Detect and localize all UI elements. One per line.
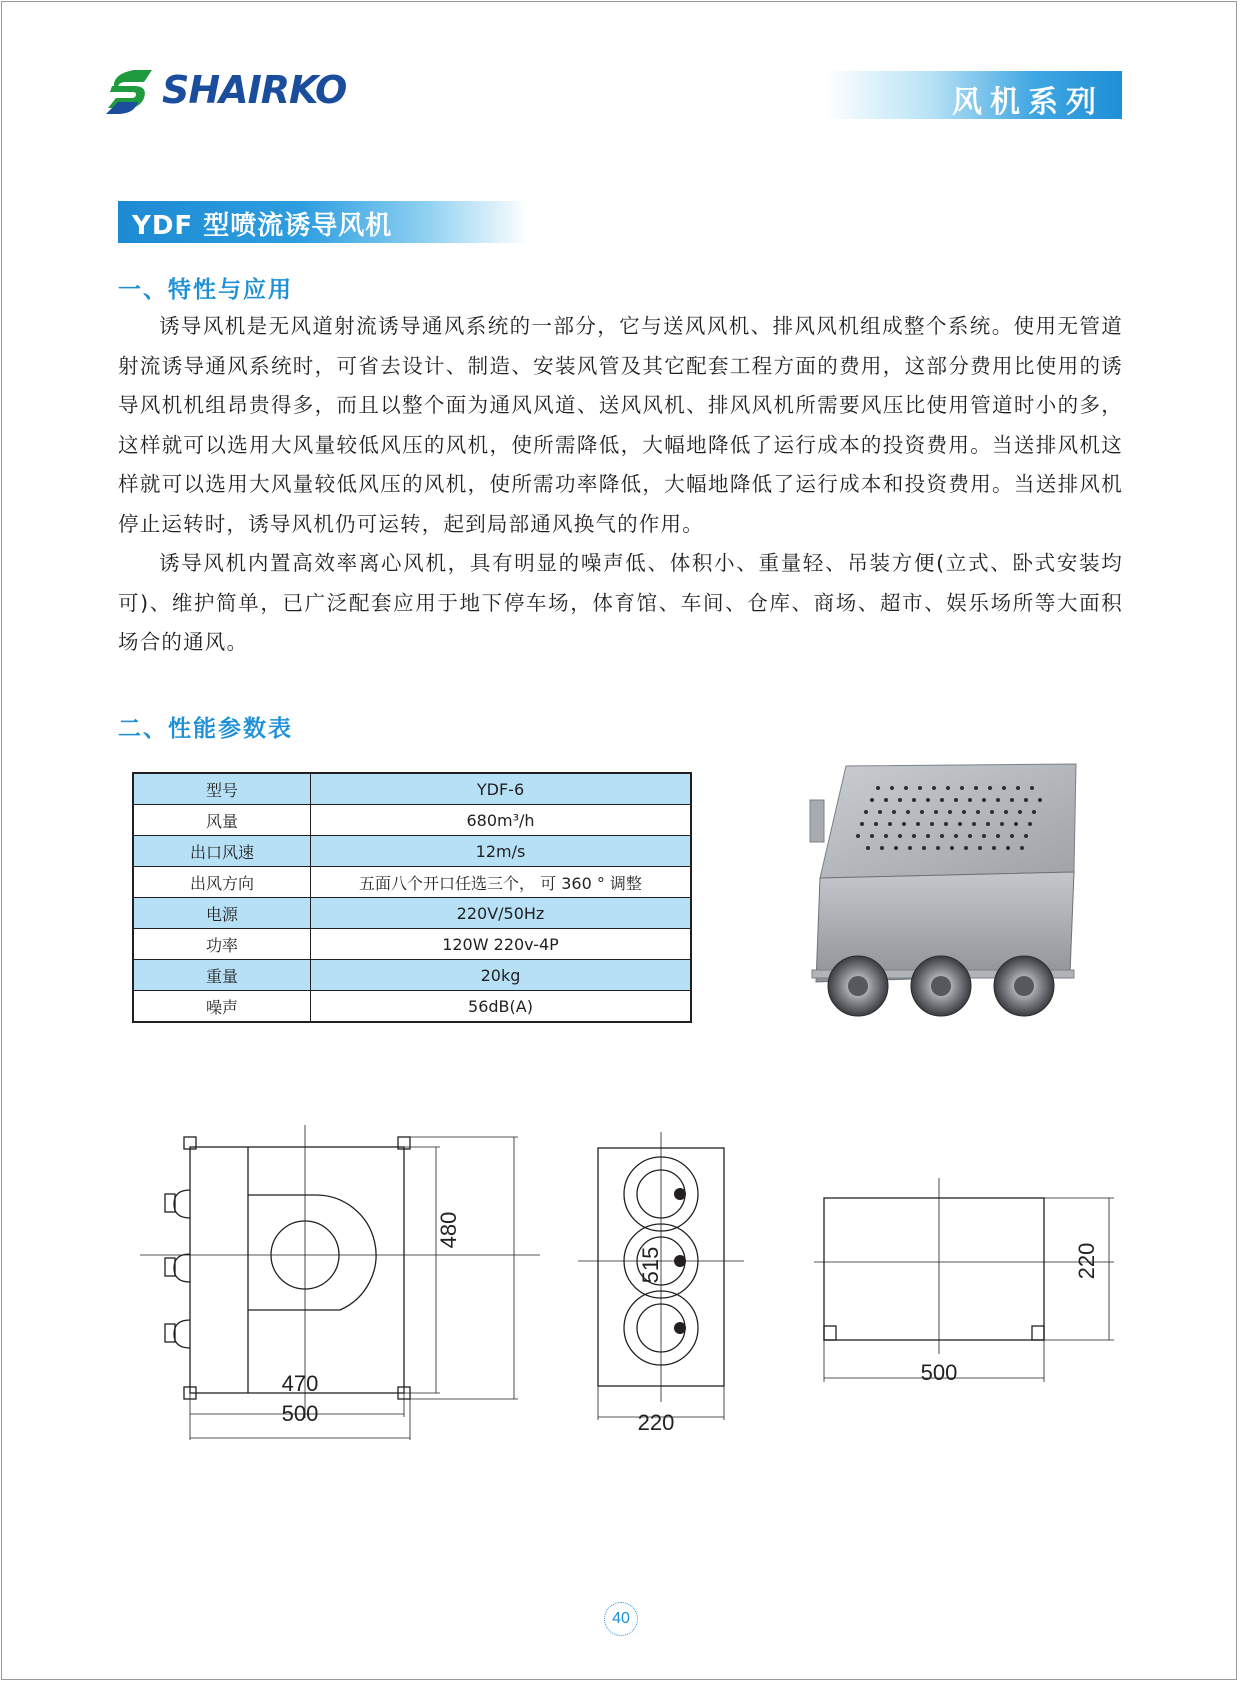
features-text [118,307,1123,663]
spec-label: 噪声 [133,991,311,1023]
dim-inner-height: 480 [436,1211,461,1249]
product-title: YDF 型喷流诱导风机 [132,211,393,241]
table-row [133,960,691,991]
table-row [133,929,691,960]
spec-value: 680m³/h [311,805,692,836]
page-number [604,1602,638,1636]
product-photo [798,760,1088,1040]
spec-value: 五面八个开口任选三个， 可 360 ° 调整 [311,867,692,898]
dim-top-width: 500 [920,1360,958,1385]
spec-value: YDF-6 [311,773,692,805]
top-view-drawing [814,1178,1144,1388]
spec-value: 20kg [311,960,692,991]
features-paragraph-1: 诱导风机是无风道射流诱导通风系统的一部分，它与送风风机、排风风机组成整个系统。使用无管道射流诱导通风系统时，可省去设计、制造、安装风管及其它配套工程方面的费用，这部分费用比使用的诱导风机机组昂贵得多，而且以整个面为通风风道、送风风机、排风风机所需要风压比使用管道时小的多，这样就可以选用大风量较低风压的风机，使所需降低，大幅地降低了运行成本的投资费用。当送排风机这样就可以选用大风量较低风压的风机，使所需功率降低，大幅地降低了运行成本和投资费用。当送排风机停止运转时，诱导风机仍可运转，起到局部通风换气的作用。 [118,314,1123,536]
spec-value: 120W 220v-4P [311,929,692,960]
table-row [133,867,691,898]
side-view-drawing [578,1132,744,1442]
spec-label: 出风方向 [133,867,311,898]
spec-value: 220V/50Hz [311,898,692,929]
table-row [133,836,691,867]
spec-label: 电源 [133,898,311,929]
spec-label: 重量 [133,960,311,991]
table-row [133,805,691,836]
dim-outer-height: 515 [638,1246,663,1284]
spec-label: 风量 [133,805,311,836]
series-title: 风机系列 [952,85,1104,120]
table-row [133,898,691,929]
spec-label: 出口风速 [133,836,311,867]
table-row [133,773,691,805]
section-heading-specs: 二、性能参数表 [118,716,293,742]
spec-label: 功率 [133,929,311,960]
dim-outer-width: 500 [281,1401,319,1426]
series-banner [826,71,1122,119]
dim-side-width: 220 [637,1410,675,1435]
spec-table [132,772,692,1023]
logo-mark-icon [104,66,156,118]
spec-value: 56dB(A) [311,991,692,1023]
page-number-text: 40 [612,1610,630,1627]
product-banner [118,201,528,243]
spec-label: 型号 [133,773,311,805]
table-row [133,991,691,1023]
brand-name: SHAIRKO [162,68,347,112]
features-paragraph-2: 诱导风机内置高效率离心风机，具有明显的噪声低、体积小、重量轻、吊装方便(立式、卧式安装均可)、维护简单，已广泛配套应用于地下停车场，体育馆、车间、仓库、商场、超市、娱乐场所等大面积场合的通风。 [118,551,1123,654]
dim-inner-width: 470 [281,1371,319,1396]
spec-value: 12m/s [311,836,692,867]
dim-top-height: 220 [1074,1242,1099,1280]
section-heading-features: 一、特性与应用 [118,277,293,303]
brand-logo [104,64,364,122]
